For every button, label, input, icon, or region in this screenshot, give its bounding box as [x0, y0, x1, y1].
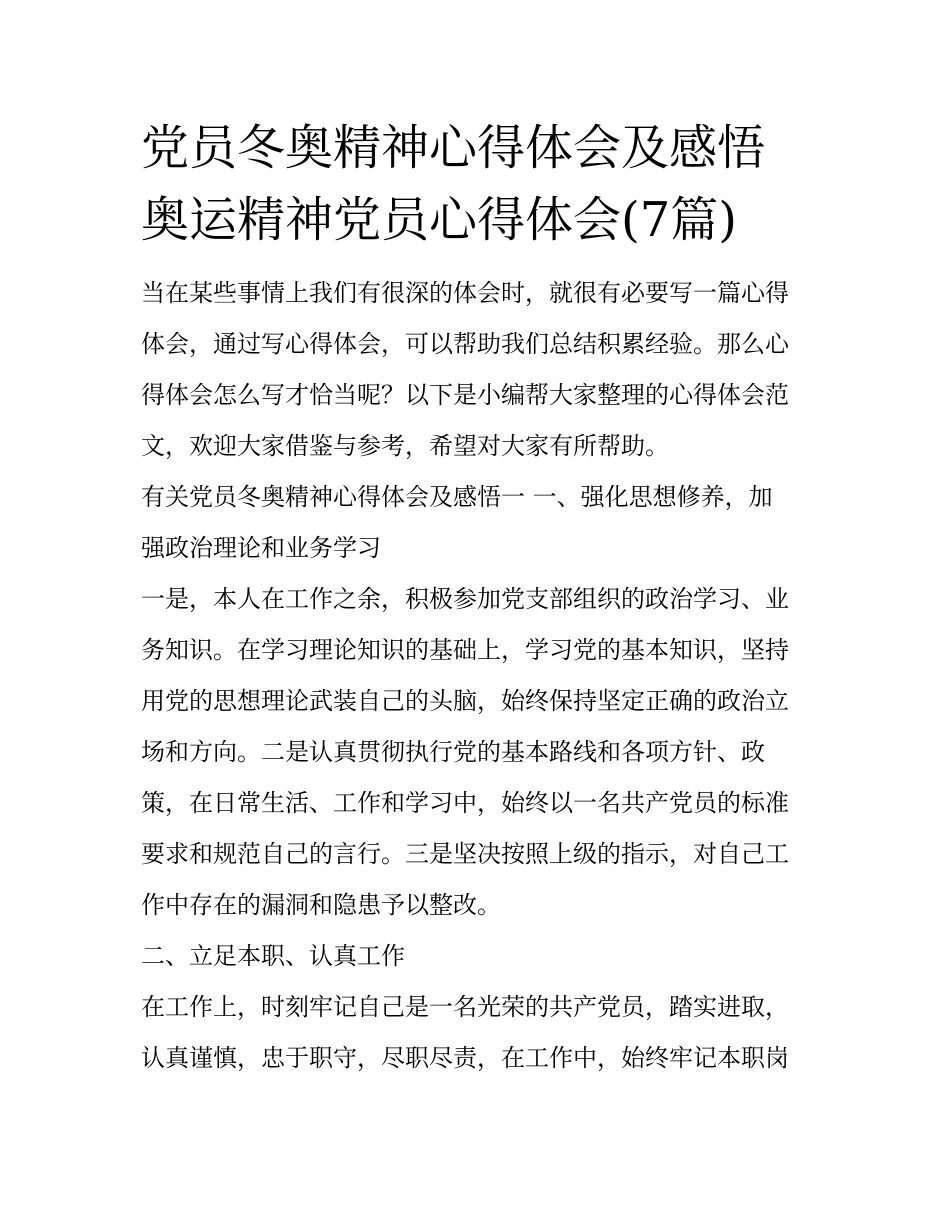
text-line: 在工作上，时刻牢记自己是一名光荣的共产党员，踏实进取，	[141, 993, 789, 1021]
paragraph-section-two	[141, 982, 831, 1084]
text-line: 务知识。在学习理论知识的基础上，学习党的基本知识，坚持	[141, 636, 789, 664]
text-line: 作中存在的漏洞和隐患予以整改。	[141, 891, 501, 919]
document-title	[141, 112, 831, 256]
text-line: 文，欢迎大家借鉴与参考，希望对大家有所帮助。	[141, 432, 669, 460]
text-line: 有关党员冬奥精神心得体会及感悟一 一、强化思想修养，加	[141, 483, 773, 511]
paragraph-intro	[141, 268, 831, 472]
text-line: 强政治理论和业务学习	[141, 534, 381, 562]
text-line: 一是，本人在工作之余，积极参加党支部组织的政治学习、业	[141, 585, 789, 613]
title-line: 奥运精神党员心得体会(7篇)	[141, 192, 737, 248]
paragraph-section-one	[141, 574, 831, 931]
text-line: 当在某些事情上我们有很深的体会时，就很有必要写一篇心得	[141, 279, 789, 307]
text-line: 体会，通过写心得体会，可以帮助我们总结积累经验。那么心	[141, 330, 789, 358]
title-line: 党员冬奥精神心得体会及感悟	[141, 120, 766, 176]
text-line: 得体会怎么写才恰当呢？以下是小编帮大家整理的心得体会范	[141, 381, 789, 409]
paragraph-heading-two	[141, 931, 831, 982]
document-page	[141, 112, 831, 1084]
text-line: 认真谨慎，忠于职守，尽职尽责，在工作中，始终牢记本职岗	[141, 1044, 789, 1072]
text-line: 用党的思想理论武装自己的头脑，始终保持坚定正确的政治立	[141, 687, 789, 715]
document-body	[141, 268, 831, 1084]
text-line: 要求和规范自己的言行。三是坚决按照上级的指示，对自己工	[141, 840, 789, 868]
text-line: 策，在日常生活、工作和学习中，始终以一名共产党员的标准	[141, 789, 789, 817]
text-line: 二、立足本职、认真工作	[141, 942, 405, 970]
text-line: 场和方向。二是认真贯彻执行党的基本路线和各项方针、政	[141, 738, 765, 766]
paragraph-heading-one	[141, 472, 831, 574]
